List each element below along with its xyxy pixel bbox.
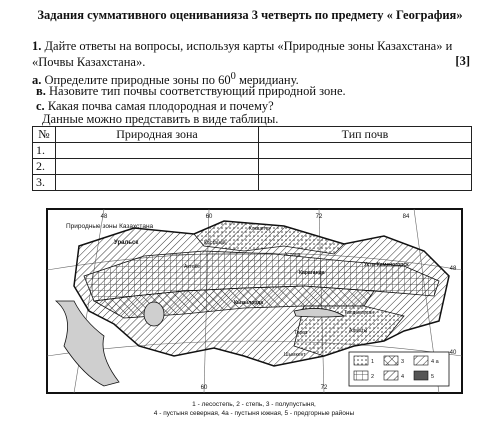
question-line-1: Дайте ответы на вопросы, используя карты «Природные зоны Казахстана» и [44,39,453,53]
meridian-label: 72 [320,385,328,391]
soil-cell[interactable] [259,175,472,191]
item-b-text: Назовите тип почвы соответствующий природной зоне. [49,84,346,98]
soil-cell[interactable] [259,159,472,175]
zone-cell[interactable] [56,143,259,159]
table-note: Данные можно представить в виде таблицы. [42,112,279,126]
city-label: Астана [284,252,301,258]
soil-cell[interactable] [259,143,472,159]
city-label: Кызылорда [234,300,264,306]
item-b-letter: в. [36,84,46,98]
map-legend [349,352,449,386]
city-label: Караганда [299,270,325,276]
row-number: 2. [33,159,56,175]
legend-label: 4 [401,374,405,380]
col-header-zone: Природная зона [56,127,259,143]
legend-label: 5 [431,374,435,380]
meridian-label: 60 [200,385,208,391]
meridian-label: 84 [402,214,410,220]
meridian-label: 72 [315,214,323,220]
legend-label: 4 a [431,359,439,365]
item-b [36,84,346,99]
city-label: Кокшетау [249,226,271,232]
table-row [33,175,472,191]
city-label: Алматы [349,328,368,334]
city-label: Шымкент [284,352,306,358]
item-a-tail: меридиану. [235,73,299,88]
map-caption-line-1: 1 - лесостепь, 2 - степь, 3 - полупустыня, [192,401,316,408]
table-row [33,159,472,175]
map-title: Природные зоны Казахстана [66,223,154,230]
col-header-number: № [33,127,56,143]
legend-label: 1 [371,359,375,365]
question-number: 1. [32,39,42,53]
page-title: Задания суммативного оцениваниязa 3 четверть по предмету « География» [37,8,463,22]
answer-table [32,126,472,191]
row-number: 3. [33,175,56,191]
points-badge: [3] [455,54,470,68]
item-a-degree: 0 [230,71,236,82]
zone-cell[interactable] [56,159,259,175]
city-label: Уральск [114,240,139,246]
parallel-label: 40 [449,350,457,356]
natural-zones-map [44,206,465,430]
row-number: 1. [33,143,56,159]
question-text [32,38,472,70]
item-c-letter: c. [36,99,45,113]
zone-cell[interactable] [56,175,259,191]
city-label: Тараз [294,330,308,336]
city-label: Костанай [204,240,226,246]
meridian-label: 48 [100,214,108,220]
city-label: Талдыкорган [344,310,375,316]
col-header-soil: Тип почв [259,127,472,143]
city-label: Усть-Каменогорск [364,262,409,268]
parallel-label: 48 [449,266,457,272]
table-header-row [33,127,472,143]
item-c-text: Какая почва самая плодородная и почему? [47,99,274,113]
question-line-2: «Почвы Казахстана». [32,55,146,69]
item-a-text: Определите природные зоны по 60 [44,73,231,88]
legend-label: 2 [371,374,375,380]
item-a-letter: a. [32,73,42,88]
meridian-label: 60 [205,214,213,220]
city-label: Актобе [184,264,201,270]
table-row [33,143,472,159]
legend-label: 3 [401,359,405,365]
aral-sea [144,302,164,326]
map-caption-line-2: 4 - пустыня северная, 4a - пустыня южная, 5 - предгорные районы [153,410,355,417]
